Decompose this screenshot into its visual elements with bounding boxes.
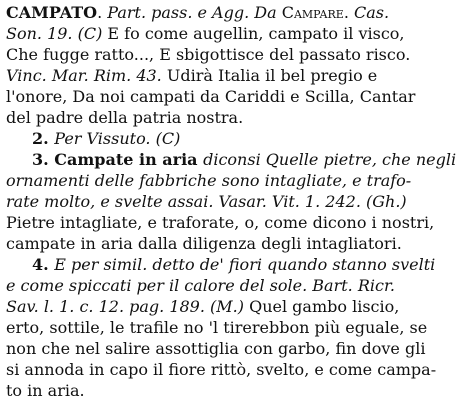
entry-line-4 (6, 65, 468, 86)
definition: ornamenti delle fabbriche sono intagliate, e trafo- (6, 171, 412, 190)
entry-line-8 (6, 149, 468, 170)
entry-line-2 (6, 23, 468, 44)
text-run: . (97, 3, 108, 22)
citation: Vinc. Mar. Rim. 43. (6, 66, 162, 85)
grammar-note: Part. pass. e Agg. Da (107, 3, 282, 22)
entry-line-11 (6, 212, 468, 233)
quotation: Udirà Italia il bel pregio e (161, 66, 378, 85)
definition: e come spiccati per il calore del sole. Bart. Ricr. (6, 276, 395, 295)
entry-line-10 (6, 191, 468, 212)
quotation: si annoda in capo il fiore rittò, svelto, e come campa- (6, 360, 437, 379)
sense-heading: 3. Campate in aria (32, 150, 204, 169)
entry-line-5 (6, 86, 468, 107)
sense-number: 2. (32, 129, 55, 148)
entry-line-18 (6, 359, 468, 380)
quotation: erto, sottile, le trafile no 'l tirerebbon più eguale, se (6, 318, 428, 337)
definition: Per Vissuto. (C) (54, 129, 181, 148)
citation: Sav. l. 1. c. 12. pag. 189. (M.) (6, 297, 244, 316)
citation: Cas. (354, 3, 390, 22)
dictionary-entry (6, 2, 468, 401)
entry-line-15 (6, 296, 468, 317)
cross-reference: Campare (281, 3, 344, 22)
entry-line-13 (6, 254, 468, 275)
entry-line-1 (6, 2, 468, 23)
quotation: campate in aria dalla diligenza degli intagliatori. (6, 234, 402, 253)
sense-number: 4. (32, 255, 55, 274)
entry-line-14 (6, 275, 468, 296)
quotation: Quel gambo liscio, (243, 297, 400, 316)
quotation: E fo come augellin, campato il visco, (102, 24, 405, 43)
headword: CAMPATO (6, 3, 98, 22)
entry-line-6 (6, 107, 468, 128)
definition: rate molto, e svelte assai. Vasar. Vit. 1. 242. (Gh.) (6, 192, 407, 211)
quotation: del padre della patria nostra. (6, 108, 244, 127)
text-run: . (343, 3, 354, 22)
entry-line-3 (6, 44, 468, 65)
quotation: Che fugge ratto..., E sbigottisce del passato risco. (6, 45, 411, 64)
definition: diconsi Quelle pietre, che negli (203, 150, 457, 169)
entry-line-17 (6, 338, 468, 359)
citation: Son. 19. (C) (6, 24, 103, 43)
entry-line-9 (6, 170, 468, 191)
entry-line-7 (6, 128, 468, 149)
definition: E per simil. detto de' fiori quando stanno svelti (54, 255, 436, 274)
quotation: l'onore, Da noi campati da Cariddi e Scilla, Cantar (6, 87, 416, 106)
quotation: to in aria. (6, 381, 85, 400)
entry-line-19 (6, 380, 468, 401)
quotation: Pietre intagliate, e traforate, o, come dicono i nostri, (6, 213, 435, 232)
entry-line-12 (6, 233, 468, 254)
entry-line-16 (6, 317, 468, 338)
quotation: non che nel salire assottiglia con garbo, fin dove gli (6, 339, 426, 358)
